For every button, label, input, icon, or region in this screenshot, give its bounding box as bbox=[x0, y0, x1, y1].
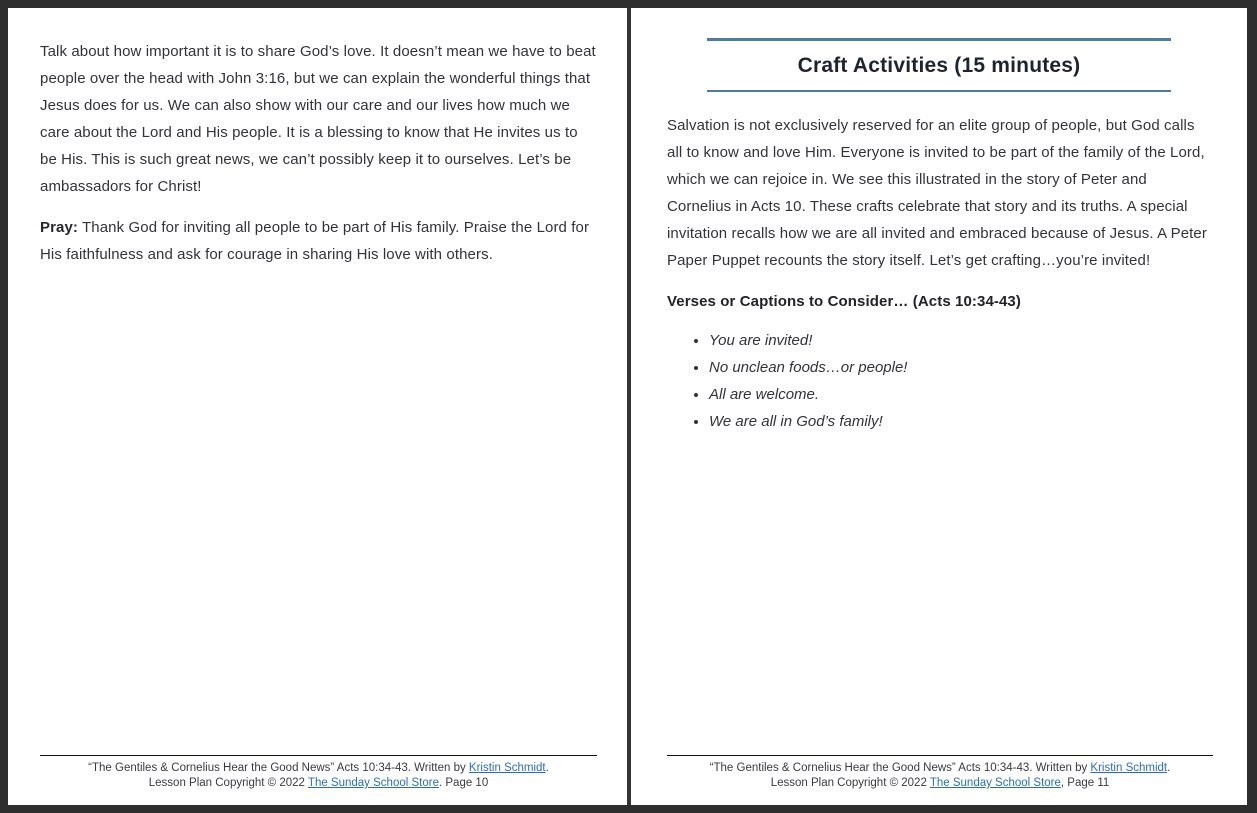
page-10-footer bbox=[40, 755, 597, 791]
footer-credit-line bbox=[40, 761, 597, 776]
footer-copyright-text: Lesson Plan Copyright © 2022 bbox=[148, 777, 308, 789]
footer-title-text: “The Gentiles & Cornelius Hear the Good News” Acts 10:34-43. Written by bbox=[88, 762, 469, 774]
list-item: • All are welcome. bbox=[709, 381, 1211, 408]
author-link[interactable]: Kristin Schmidt bbox=[468, 762, 546, 774]
page-10-content bbox=[8, 8, 627, 268]
section-heading-block bbox=[707, 38, 1171, 92]
list-item: • You are invited! bbox=[709, 327, 1211, 354]
page-11-content bbox=[631, 38, 1247, 435]
footer-copyright-line bbox=[40, 776, 597, 791]
store-link[interactable]: The Sunday School Store bbox=[307, 777, 439, 789]
page-10 bbox=[8, 8, 627, 805]
footer-copyright-line bbox=[667, 776, 1213, 791]
paragraph-share-gods-love: Talk about how important it is to share God’s love. It doesn’t mean we have to beat people over the head with John 3:16, but we can explain the wonderful things that Jesus does for us. We can also show with our care and our lives how much we care about the Lord and His people. It is a blessing to know that He invites us to be His. This is such great news, we can’t possibly keep it to ourselves. Let’s be ambassadors for Christ! bbox=[40, 43, 596, 195]
list-item: • We are all in God’s family! bbox=[709, 408, 1211, 435]
pray-text: Thank God for inviting all people to be part of His family. Praise the Lord for His faithfulness and ask for courage in sharing His love with others. bbox=[40, 219, 590, 263]
heading-rule-bottom bbox=[707, 90, 1171, 92]
page-11 bbox=[631, 8, 1247, 805]
footer-page-number: . Page 10 bbox=[438, 777, 489, 789]
store-link[interactable]: The Sunday School Store bbox=[929, 777, 1061, 789]
footer-title-text: “The Gentiles & Cornelius Hear the Good News” Acts 10:34-43. Written by bbox=[709, 762, 1091, 774]
page-11-footer bbox=[667, 755, 1213, 791]
footer-period: . bbox=[1167, 762, 1171, 774]
captions-list bbox=[667, 327, 1211, 435]
verses-heading: Verses or Captions to Consider… (Acts 10:34-43) bbox=[667, 293, 1021, 310]
footer-period: . bbox=[545, 762, 549, 774]
author-link[interactable]: Kristin Schmidt bbox=[1090, 762, 1168, 774]
footer-rule bbox=[40, 755, 597, 756]
footer-page-number: , Page 11 bbox=[1060, 777, 1110, 789]
footer-credit-line bbox=[667, 761, 1213, 776]
paragraph-craft-intro: Salvation is not exclusively reserved for an elite group of people, but God calls all to know and love Him. Everyone is invited to be part of the family of the Lord, which we can rejoice in. We see this illustrated in the story of Peter and Cornelius in Acts 10. These crafts celebrate that story and its truths. A special invitation recalls how we are all invited and embraced because of Jesus. A Peter Paper Puppet recounts the story itself. Let’s get crafting…you’re invited! bbox=[667, 117, 1207, 269]
footer-copyright-text: Lesson Plan Copyright © 2022 bbox=[770, 777, 930, 789]
heading-rule-top bbox=[707, 38, 1171, 41]
pray-label: Pray: bbox=[40, 219, 79, 236]
section-title: Craft Activities (15 minutes) bbox=[797, 54, 1081, 77]
footer-rule bbox=[667, 755, 1213, 756]
list-item: • No unclean foods…or people! bbox=[709, 354, 1211, 381]
paragraph-pray bbox=[40, 214, 597, 268]
